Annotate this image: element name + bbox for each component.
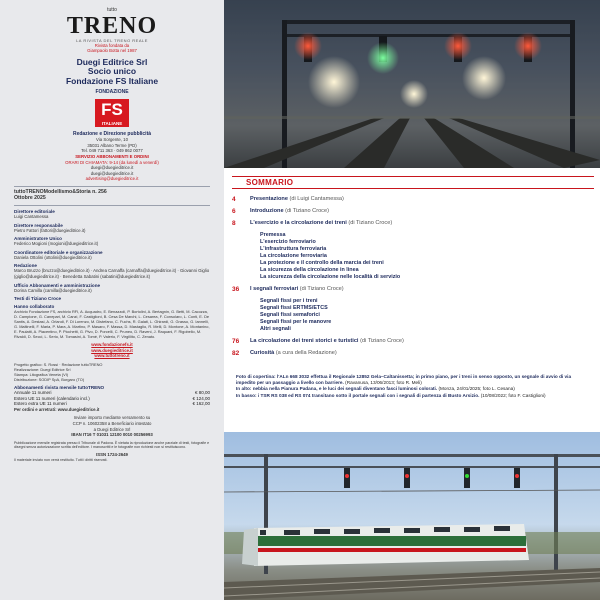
toc-subitem: La sicurezza della circolazione nelle località di servizio	[260, 274, 401, 280]
production-info	[0, 362, 224, 382]
photo-illustration	[224, 0, 600, 168]
pricing-note: Per ordini e arretrati: www.duegieditrice.it	[14, 406, 100, 412]
price-label: Annuale 11 numeri	[14, 389, 52, 395]
subscription-prices	[0, 385, 224, 412]
price-label: Estero UE 11 numeri (calendario incl.)	[14, 395, 90, 401]
toc-entry[interactable]	[232, 208, 592, 215]
web-link[interactable]: www.fondazionefs.it	[91, 342, 133, 348]
staff-role: Direttore editoriale	[14, 209, 55, 215]
fs-mark: FS	[101, 100, 123, 120]
staff-role: Testi di Tiziano Croce	[14, 296, 62, 302]
pricing-heading: Abbonamenti rivista mensile tuttoTRENO	[14, 384, 105, 390]
address-line: 35031 Albano Terme (PD)	[87, 142, 137, 148]
legal-info	[0, 441, 224, 462]
toc-author: (di Tiziano Croce)	[348, 220, 393, 226]
toc-title	[250, 286, 344, 293]
hours-line: ORARI DI CHIAMATA: 9-14 (da lunedì a venerdì)	[65, 159, 159, 165]
masthead	[0, 0, 224, 54]
contact-block	[0, 131, 224, 182]
staff-name: Dorina Camilla (camilla@duegieditrice.it)	[14, 287, 92, 293]
web-links	[0, 342, 224, 359]
toc-title-text: La circolazione dei treni storici e turistici	[250, 338, 359, 344]
founder-label: Rivista fondata da	[94, 42, 130, 48]
staff-name: Pietro Fattori (fattori@duegieditrice.it)	[14, 227, 86, 233]
toc-subitem: La protezione e il controllo della marcia dei treni	[260, 260, 384, 266]
collaborators-heading: Hanno collaborato	[14, 304, 55, 310]
payment-line: Inviare importo mediante versamento su	[73, 415, 151, 421]
toc-author: (di Tiziano Croce)	[299, 286, 344, 292]
iban: IBAN IT16 T 01031 12100 0010 00256993	[71, 432, 153, 438]
toc-subitem: Segnali fissi per le manovre	[260, 319, 332, 325]
staff-role: Ufficio Abbonamenti e amministrazione	[14, 282, 101, 288]
caption-heading: Foto di copertina:	[236, 374, 276, 379]
photo-captions	[236, 374, 588, 399]
staff-name: Marco Bruzzo (bruzzo@duegieditrice.it) · Andrea Carnaffa (carnaffa@duegieditrice.it) · Giovanni Giglio (giglio@duegieditrice.it) · Benedetta Sabatini (sabatini@duegieditrice.it)	[14, 268, 210, 279]
logo-tagline: LA RIVISTA DEL TRENO REALE	[76, 37, 148, 43]
publisher-line: Fondazione FS Italiane	[65, 75, 159, 86]
toc-subitem: Segnali fissi semaforici	[260, 312, 320, 318]
payment-line: a Duegi Editrice Srl	[93, 426, 131, 432]
publisher-line: Socio unico	[87, 66, 137, 77]
toc-page: 8	[232, 220, 236, 227]
redazione-heading: Redazione e Direzione pubblicità	[72, 131, 152, 138]
sommario-title: SOMMARIO	[246, 178, 294, 187]
staff-name: Daniela Ottolini (ottolini@duegieditrice.it)	[14, 254, 92, 260]
issn: ISSN 1724-2649	[96, 451, 128, 457]
caption-bottom	[236, 393, 588, 399]
toc-title-text: Presentazione	[250, 196, 288, 202]
toc-page: 4	[232, 196, 236, 203]
caption-credit: (Monza, 24/01/2025; foto L. Cesana)	[438, 386, 515, 392]
toc-subitem: Premessa	[260, 232, 286, 238]
price-value: € 124,00	[192, 395, 210, 401]
colophon-sidebar	[0, 0, 224, 600]
toc-page: 6	[232, 208, 236, 215]
toc-page: 82	[232, 350, 240, 357]
staff-name: Federico Mogioni (mogioni@duegieditrice.it)	[14, 241, 99, 247]
price-value: € 162,00	[192, 401, 210, 407]
toc-entry[interactable]	[232, 196, 592, 203]
toc-author: (di Tiziano Croce)	[285, 208, 329, 214]
email-link[interactable]: duegi@duegieditrice.it	[90, 165, 134, 171]
foundation-label: FONDAZIONE	[95, 89, 129, 96]
collaborators-text: Archivio Fondazione FS, archivio RFI, A. Acquadro, E. Benazzoli, P. Bortolini, A. Bertagnin, G. Betti, M. Cacozza, D. Campione, G. Canepari, M. Canzi, F. Castiglioni, B. Cesa De Marchi, L. Cesarea, F. Consolaro, L. Conti, E. De Santis, A. Destasi, A. Orlandi, F. Di Lorenzo, M. Distefano, C. Fuchs, R. Galati, L. Ghirardi, G. Grasso, G. Iannelli, G. Maltinelli, F. Maria, P. Mara, A. Martino, P. Masaro, F. Massa, D. Mastaglio, R. Melli, D. Montone, A. Montanino, E. Paulatti, A. Piacentino, P. Picchetti, G. Pivo, D. Porcelli, C. Pruneo, D. Raveni, J. Raquani, F. Rigobello, M. Rivaldi, D. Secci, L. Serio, M. Tomasini, A. Tomé, P. Valerio, F. Virgillito, C. Zenato.	[14, 309, 210, 340]
table-of-contents	[232, 196, 592, 362]
toc-subitem: Segnali fissi per i treni	[260, 298, 318, 304]
toc-subitem: La sicurezza della circolazione in linea	[260, 267, 359, 273]
toc-title-text: I segnali ferroviari	[250, 286, 299, 292]
toc-subitem: Segnali fissi ERTMS/ETCS	[260, 305, 328, 311]
staff-list	[0, 209, 224, 339]
email-link[interactable]: duegi@duegieditrice.it	[90, 170, 134, 176]
publisher-name	[0, 58, 224, 87]
photo-illustration	[224, 432, 600, 600]
staff-role: Redazione	[14, 263, 37, 269]
issue-date: Ottobre 2025	[14, 195, 46, 202]
payment-line: CCP n. 10602358 a Beneficiario intestato	[72, 420, 152, 426]
email-link[interactable]: advertising@duegieditrice.it	[85, 176, 139, 182]
toc-title-text: Introduzione	[250, 208, 284, 214]
toc-subitem: La circolazione ferroviaria	[260, 253, 327, 259]
phone-line: Tel. 049 711 363 · 049 862 0077	[81, 148, 143, 154]
caption-heading: In basso:	[236, 392, 257, 398]
web-link[interactable]: www.duegieditrice.it	[91, 347, 133, 353]
legal-closing: Il materiale inviato non verrà restituito. Tutti i diritti riservati.	[14, 457, 108, 462]
caption-heading: In alto:	[236, 386, 252, 392]
magazine-logo: TRENO	[66, 12, 158, 39]
toc-title-text: L'esercizio e la circolazione dei treni	[250, 220, 347, 226]
toc-title	[250, 350, 337, 357]
divider	[14, 186, 210, 187]
toc-page: 76	[232, 338, 240, 345]
payment-info	[0, 415, 224, 437]
toc-subitem: L'esercizio ferroviario	[260, 239, 316, 245]
publisher-line: Duegi Editrice Srl	[76, 56, 148, 67]
staff-name: Luigi Cantamessa	[14, 214, 49, 220]
toc-entry[interactable]	[232, 350, 592, 357]
price-value: € 80,00	[194, 389, 210, 395]
photo-train-signal-portal	[224, 432, 600, 600]
divider	[14, 205, 210, 206]
toc-page: 36	[232, 286, 240, 293]
issue-title: tuttoTRENOModellismo&Storia n. 256	[14, 189, 107, 196]
contents-page	[224, 0, 600, 600]
caption-text: l'ALn 668 3032 effettua il Regionale 12852 Gela–Caltanissetta; in primo piano, per i treni in senso opposto, un segnale di avvio di via impedito per un passaggio a livello con barriere.	[236, 374, 572, 386]
toc-title	[250, 338, 404, 345]
founder-name: Giampaolo Botta nel 1987	[87, 48, 137, 54]
caption-cover	[236, 374, 588, 386]
legal-text: Pubblicazione mensile registrata presso il Tribunale di Padova. È vietata la riproduzione anche parziale di testi, fotografie e disegni senza autorizzazione scritta dell'editore. I manoscritti e le fotografie non richiesti non si restituiscono.	[14, 440, 210, 450]
toc-author: (a cura della Redazione)	[275, 350, 337, 356]
toc-author: (di Luigi Cantamessa)	[289, 196, 344, 202]
caption-credit: (Ravanusa, 13/06/2013; foto R. Meli)	[345, 380, 422, 386]
production-line: Realizzazione: Duegi Editrice Srl	[14, 366, 71, 372]
staff-role: Direttore responsabile	[14, 222, 63, 228]
photo-signal-gantry-fog	[224, 0, 600, 168]
caption-text: nebbia nella Pianura Padana, e le luci dei segnali diventano fasci luminosi colorati.	[252, 386, 438, 392]
staff-role: Coordinatore editoriale e organizzazione	[14, 249, 103, 255]
staff-role: Amministratore Unico	[14, 236, 62, 242]
toc-author: (di Tiziano Croce)	[360, 338, 404, 344]
toc-entry[interactable]	[232, 338, 592, 345]
production-line: Stampa: Litografica Veneta (VI)	[14, 371, 69, 377]
caption-text: i TSR RS 038 ed RS 074 transitano sotto il portale segnali con i segnali di partenza di Busto Arsizio.	[257, 392, 480, 398]
price-label: Estero extra UE 11 numeri	[14, 401, 67, 407]
web-link[interactable]: www.tuttotreno.it	[94, 353, 130, 359]
toc-entry[interactable]	[232, 220, 592, 227]
toc-title-text: Curiosità	[250, 350, 275, 356]
toc-subsections	[260, 298, 592, 333]
issue-info	[0, 189, 224, 201]
service-heading: SERVIZIO ABBONAMENTI E ORDINI	[75, 154, 149, 160]
toc-subitem: L'infrastruttura ferroviaria	[260, 246, 327, 252]
logo-small: tutto	[107, 7, 117, 13]
fs-logo	[95, 99, 129, 127]
toc-subsections	[260, 232, 592, 281]
toc-subitem: Altri segnali	[260, 326, 291, 332]
address-line: Via Sorgente, 10	[96, 137, 128, 143]
production-line: Distribuzione: SODIP SpA, Borgaro (TO)	[14, 376, 85, 382]
production-line: Progetto grafico: S. Rossi · Redazione tuttoTRENO	[14, 361, 103, 367]
toc-title	[250, 220, 392, 227]
toc-title	[250, 196, 344, 203]
fs-sub: ITALIANE	[101, 121, 123, 127]
toc-title	[250, 208, 329, 215]
toc-entry[interactable]	[232, 286, 592, 293]
caption-credit: (10/08/2022; foto F. Castiglioni)	[480, 392, 546, 398]
